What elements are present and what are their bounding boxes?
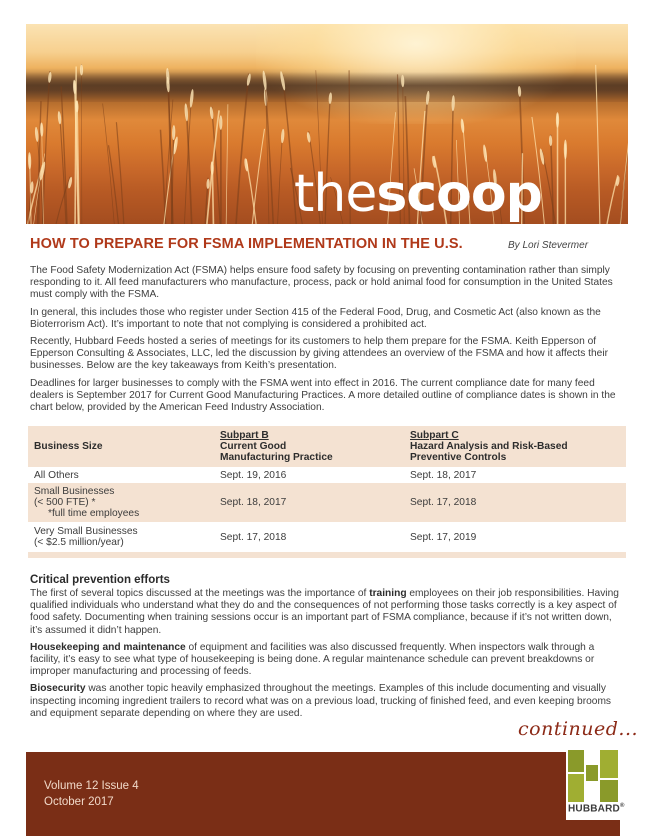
cell-business-size (28, 486, 220, 519)
paragraph (30, 588, 620, 637)
wheat-head (281, 129, 285, 144)
text: The first of several topics discussed at the meetings was the importance of (30, 588, 370, 599)
section-heading: Critical prevention efforts (30, 574, 170, 586)
grass-stalk (103, 103, 115, 224)
bold-term: Housekeeping and maintenance (30, 641, 186, 653)
wheat-head (189, 89, 194, 108)
grass-stalk (596, 65, 600, 224)
grass-stalk (236, 74, 249, 224)
issue-volume: Volume 12 Issue 4 (44, 780, 139, 792)
wheat-head (219, 115, 222, 129)
article-byline: By Lori Stevermer (508, 240, 589, 251)
wheat-head (556, 112, 559, 127)
wheat-head (518, 86, 522, 97)
grass-stalk (116, 122, 123, 224)
grass-stalk (56, 177, 70, 224)
subpart-b-line1: Current Good (220, 441, 287, 452)
issue-date: October 2017 (44, 796, 114, 808)
cell-size-line2: (< 500 FTE) * (34, 497, 96, 508)
cell-size-line1: Small Businesses (34, 486, 115, 497)
table-row (28, 467, 626, 483)
cell-size-footnote: *full time employees (48, 508, 140, 519)
wheat-head (80, 64, 83, 75)
wheat-head (328, 92, 332, 104)
subpart-b-label: Subpart B (220, 430, 269, 441)
wheat-head (28, 152, 32, 169)
registered-mark: ® (619, 803, 625, 809)
wheat-head (166, 77, 170, 93)
table-bottom-band (28, 552, 626, 558)
grass-stalk (226, 104, 228, 224)
continued-note: continued... (518, 718, 639, 740)
wheat-head (401, 75, 404, 87)
prevention-body (30, 588, 620, 725)
text: was another topic heavily emphasized throughout the meetings. Examples of this include documenting and visually inspecting incoming ingredient trailers to record what was on a previous load, trucking of finished feed, and even keeping brooms and equipment separate depending on where they are used. (30, 683, 612, 719)
footer-band (26, 752, 620, 836)
article-title: HOW TO PREPARE FOR FSMA IMPLEMENTATION IN THE U.S. (30, 236, 463, 252)
wheat-head (184, 103, 189, 121)
subpart-c-label: Subpart C (410, 430, 459, 441)
table-header-row (28, 426, 626, 467)
paragraph: Recently, Hubbard Feeds hosted a series of meetings for its customers to help them prepare for the FSMA. Keith Epperson of Epperson Consulting & Associates, LLC, led the discussion by giving attendees an overview of the FSMA and how it affects their businesses. Below are the key takeaways from Keith’s presentation. (30, 336, 608, 372)
hubbard-logo (566, 748, 630, 820)
masthead-image (26, 24, 628, 224)
cell-subpart-c-date: Sept. 18, 2017 (410, 469, 477, 481)
wheat-head (279, 71, 286, 91)
compliance-dates-table (28, 426, 626, 558)
masthead-title-bold: scoop (376, 164, 542, 224)
cell-business-size (28, 526, 220, 548)
cell-subpart-c-date: Sept. 17, 2018 (410, 497, 477, 508)
cell-subpart-b-date: Sept. 19, 2016 (220, 469, 287, 481)
masthead-title (294, 164, 542, 224)
wheat-head (34, 127, 39, 142)
text: of equipment and facilities was also discussed frequently. When inspectors walk through a facility, it’s easy to see what type of housekeeping is being done. A regular maintenance schedule can prevent breakdowns or improper manufacturing and processing of feeds. (30, 641, 595, 678)
paragraph (30, 683, 620, 720)
cell-subpart-b-date: Sept. 17, 2018 (220, 531, 287, 543)
cell-size-line1: Very Small Businesses (34, 526, 138, 537)
wheat-head (564, 140, 567, 160)
wheat-head (460, 118, 465, 133)
grass-stalk (278, 130, 283, 224)
wheat-head (172, 125, 176, 140)
wheat-head (57, 111, 61, 124)
wheat-head (549, 135, 553, 146)
subpart-c-line1: Hazard Analysis and Risk-Based (410, 441, 568, 452)
bold-term: Biosecurity (30, 683, 86, 695)
grass-stalk (265, 74, 274, 224)
table-row (28, 483, 626, 522)
issue-info (44, 778, 139, 810)
logo-text: HUBBARD (568, 803, 620, 815)
wheat-head (539, 148, 545, 165)
grass-stalk (43, 71, 50, 224)
cell-size-line2: (< $2.5 million/year) (34, 537, 124, 548)
table-row (28, 522, 626, 552)
logo-h-mark-icon (566, 748, 630, 804)
logo-wordmark (568, 803, 625, 814)
subpart-b-line2: Manufacturing Practice (220, 452, 333, 463)
masthead-title-light: the (294, 164, 377, 224)
header-subpart-b (220, 430, 410, 463)
paragraph: In general, this includes those who register under Section 415 of the Federal Food, Drug, and Cosmetic Act (also known as the Bioterrorism Act). It’s important to note that not complying is considered a prohibited act. (30, 306, 601, 330)
cell-business-size: All Others (34, 469, 79, 481)
wheat-head (482, 144, 487, 162)
subpart-c-line2: Preventive Controls (410, 452, 507, 463)
wheat-head (451, 95, 455, 111)
wheat-head (425, 91, 430, 105)
header-business-size: Business Size (34, 441, 103, 452)
paragraph (30, 642, 620, 679)
cell-subpart-b-date: Sept. 18, 2017 (220, 497, 287, 508)
wheat-head (48, 72, 52, 83)
header-subpart-c (410, 430, 626, 463)
bold-term: training (369, 588, 407, 599)
cell-subpart-c-date: Sept. 17, 2019 (410, 531, 477, 543)
text: employees on their job responsibilities. Having qualified individuals who understand what they do and the consequences of not performing those tasks correctly is a key aspect of food safety. Documenting when training sessions occur is an important part of FSMA compliance, because if it’s not written down, it’s assumed it didn’t happen. (30, 588, 619, 636)
wheat-head (262, 70, 268, 90)
article-intro (30, 265, 620, 419)
paragraph: The Food Safety Modernization Act (FSMA) helps ensure food safety by focusing on preventing contamination rather than simply responding to it. All feed manufacturers who manufacture, process, pack or hold animal food for consumption in the United States must comply with the FSMA. (30, 265, 613, 301)
paragraph: Deadlines for larger businesses to comply with the FSMA went into effect in 2016. The current compliance date for many feed dealers is September 2017 for Current Good Manufacturing Practices. A more detailed outline of compliance dates is shown in the chart below, provided by the American Feed Industry Association. (30, 377, 616, 414)
